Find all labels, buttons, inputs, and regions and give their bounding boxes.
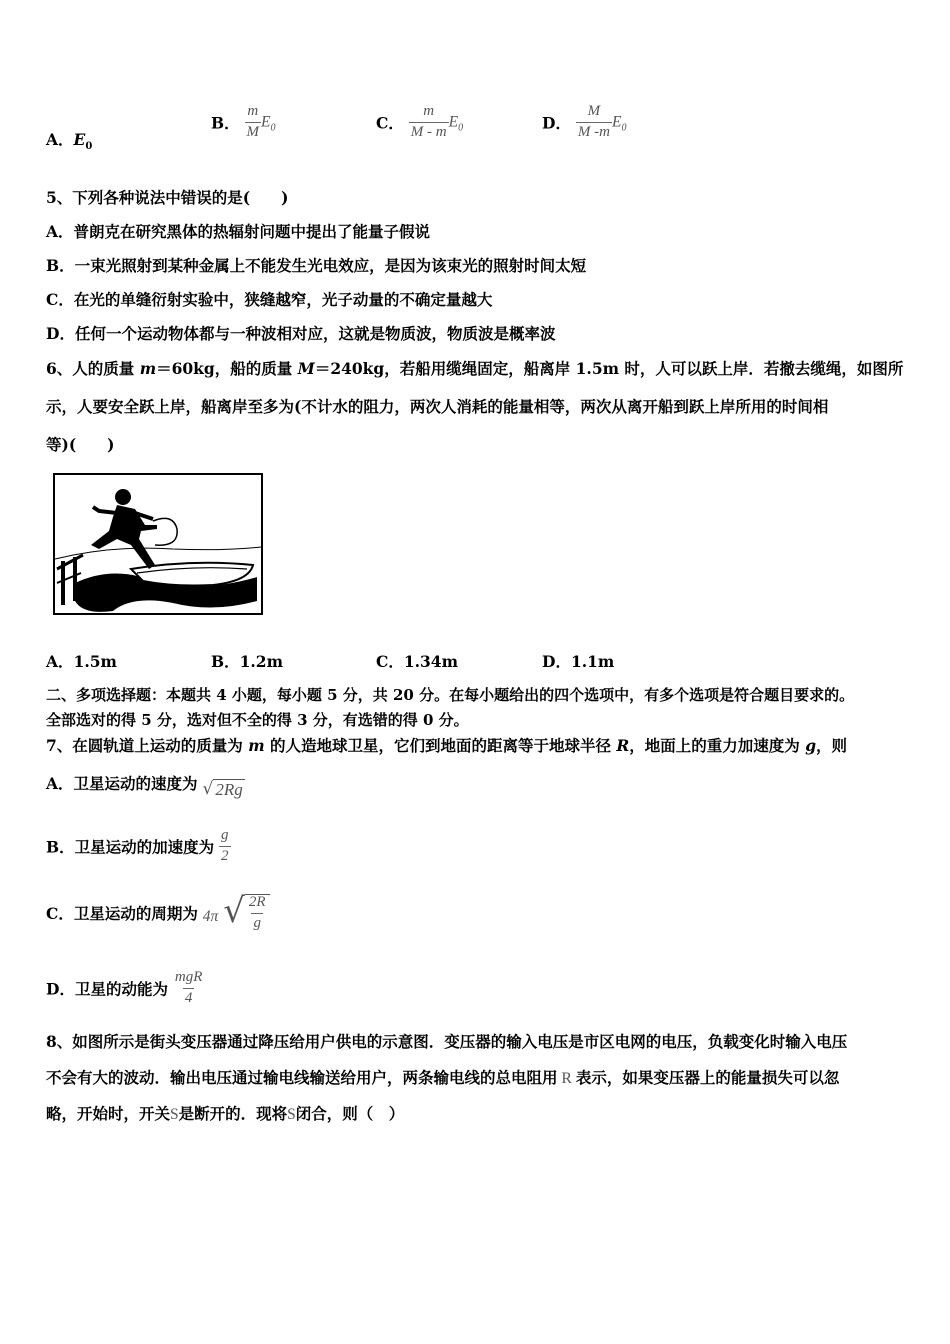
- q7-option-a: [46, 772, 245, 799]
- q6-option-c: [376, 650, 458, 672]
- q7-option-c-text: C．卫星运动的周期为: [46, 903, 198, 923]
- q6-text: ＝240kg，若船用缆绳固定，船离岸 1.5m 时，人可以跃上岸．若撤去缆绳，如图所: [314, 359, 904, 378]
- q8-var-S: S: [287, 1106, 296, 1123]
- q6-option-b-value: 1.2m: [239, 652, 283, 671]
- q8-text: 表示，如果变压器上的能量损失可以忽: [575, 1068, 840, 1087]
- q6-option-a-label: A．: [46, 652, 74, 671]
- q7-option-d-fraction: [173, 970, 205, 1007]
- q6-option-b: [211, 650, 283, 672]
- q6-stem-line1: [46, 357, 903, 379]
- q4-option-d: [542, 104, 626, 141]
- q4-option-c-label: C．: [376, 113, 404, 133]
- q6-option-d-label: D．: [542, 652, 571, 671]
- q7-option-b-text: B．卫星运动的加速度为: [46, 837, 215, 857]
- sqrt-icon: √: [202, 778, 214, 799]
- q7-var-g: g: [805, 736, 817, 755]
- q7-text: 7、在圆轨道上运动的质量为: [46, 736, 249, 755]
- q6-option-d: [542, 650, 614, 672]
- q4-option-b: [211, 104, 276, 141]
- q4-option-d-fraction: [576, 104, 612, 141]
- q7-option-c: [46, 891, 270, 932]
- q5-option-b: B．一束光照射到某种金属上不能发生光电效应，是因为该束光的照射时间太短: [46, 256, 587, 275]
- q6-text: ＝60kg，船的质量: [156, 359, 298, 378]
- q4-option-d-energy: E: [611, 113, 622, 131]
- q8-text: 略，开始时，开关: [46, 1104, 171, 1123]
- q6-option-a: [46, 650, 117, 672]
- q6-text: 6、人的质量: [46, 359, 140, 378]
- q7-option-d-text: D．卫星的动能为: [46, 979, 168, 999]
- section2-heading-line1: 二、多项选择题：本题共 4 小题，每小题 5 分，共 20 分。在每小题给出的四个选项中，有多个选项是符合题目要求的。: [46, 686, 855, 704]
- q8-text: 闭合，则（ ）: [295, 1104, 405, 1123]
- q7-option-b-numerator: g: [221, 827, 229, 843]
- q4-option-c-fraction: [409, 104, 449, 141]
- q7-option-c-radicand: [245, 894, 270, 932]
- q6-stem-line2: 示，人要安全跃上岸，船离岸至多为(不计水的阻力，两次人消耗的能量相等，两次从离开船到跃上岸所用的时间相: [46, 397, 829, 416]
- q5-option-d: D．任何一个运动物体都与一种波相对应，这就是物质波，物质波是概率波: [46, 324, 556, 343]
- q7-option-b-denominator: 2: [221, 847, 229, 864]
- q4-option-c-subscript: 0: [458, 122, 464, 134]
- q7-option-c-coefficient: 4π: [202, 907, 219, 925]
- q6-option-b-label: B．: [211, 652, 240, 671]
- q4-option-b-denominator: M: [246, 123, 260, 140]
- section2-heading-line2: 全部选对的得 5 分，选对但不全的得 3 分，有选错的得 0 分。: [46, 711, 469, 729]
- sqrt-icon: √: [223, 891, 245, 931]
- q6-option-c-label: C．: [376, 652, 404, 671]
- q6-option-c-value: 1.34m: [403, 652, 458, 671]
- q6-stem-line3: 等)( ): [46, 435, 115, 454]
- q4-option-c: [376, 104, 463, 141]
- q5-option-a: A．普朗克在研究黑体的热辐射问题中提出了能量子假说: [46, 222, 431, 241]
- q4-option-d-label: D．: [542, 113, 571, 133]
- q7-option-c-denominator: g: [253, 914, 261, 931]
- q7-text: 的人造地球卫星，它们到地面的距离等于地球半径: [264, 736, 617, 755]
- q5-option-c: C．在光的单缝衍射实验中，狭缝越窄，光子动量的不确定量越大: [46, 290, 493, 309]
- q7-option-b: [46, 828, 231, 865]
- q7-option-a-text: A．卫星运动的速度为: [46, 774, 198, 793]
- q4-option-d-subscript: 0: [621, 122, 627, 134]
- q4-option-d-denominator: M -m: [577, 123, 610, 140]
- q4-option-c-denominator: M - m: [410, 123, 447, 140]
- q7-option-c-numerator: 2R: [248, 894, 266, 910]
- q6-option-d-value: 1.1m: [570, 652, 615, 671]
- q7-var-m: m: [248, 736, 265, 755]
- q7-text: ，地面上的重力加速度为: [629, 736, 806, 755]
- q7-option-d-numerator: mgR: [174, 969, 203, 985]
- q6-var-M: M: [297, 359, 315, 378]
- q8-stem-line1: 8、如图所示是街头变压器通过降压给用户供电的示意图．变压器的输入电压是市区电网的电压，负载变化时输入电压: [46, 1032, 848, 1051]
- q4-option-a: [46, 128, 92, 152]
- q6-figure: [53, 473, 263, 619]
- q7-option-a-sqrt: [202, 779, 244, 800]
- q7-option-d-denominator: 4: [184, 989, 193, 1006]
- q8-text: 是断开的．现将: [178, 1104, 288, 1123]
- q4-option-b-subscript: 0: [270, 122, 276, 134]
- q7-option-b-fraction: [219, 828, 231, 865]
- q4-option-a-subscript: 0: [85, 141, 93, 152]
- q4-option-b-fraction: [245, 104, 262, 141]
- q4-option-a-symbol: E: [73, 130, 86, 149]
- q7-stem: [46, 734, 847, 756]
- q4-option-d-numerator: M: [587, 103, 601, 119]
- q7-var-R: R: [616, 736, 630, 755]
- q7-option-c-fraction: [247, 895, 268, 932]
- q4-option-c-numerator: m: [423, 103, 435, 119]
- q6-option-a-value: 1.5m: [73, 652, 117, 671]
- q6-var-m: m: [139, 359, 157, 378]
- q8-var-R: R: [561, 1070, 572, 1087]
- q7-option-d: [46, 970, 204, 1007]
- jump-boat-illustration: [53, 473, 263, 615]
- q4-option-b-energy: E: [261, 113, 271, 131]
- q4-option-b-label: B．: [211, 113, 240, 133]
- q7-option-a-radicand: 2Rg: [215, 779, 243, 799]
- q4-option-c-energy: E: [448, 113, 459, 131]
- q4-option-b-numerator: m: [247, 103, 259, 119]
- q8-stem-line3: [46, 1102, 404, 1124]
- q8-var-S: S: [170, 1106, 179, 1123]
- q8-stem-line2: [46, 1066, 839, 1088]
- q8-text: 不会有大的波动．输出电压通过输电线输送给用户，两条输电线的总电阻用: [46, 1068, 558, 1087]
- q5-stem: 5、下列各种说法中错误的是( ): [46, 188, 289, 207]
- q7-option-c-sqrt: [223, 891, 269, 932]
- q7-text: ，则: [816, 736, 848, 755]
- q4-option-a-label: A．: [46, 130, 74, 149]
